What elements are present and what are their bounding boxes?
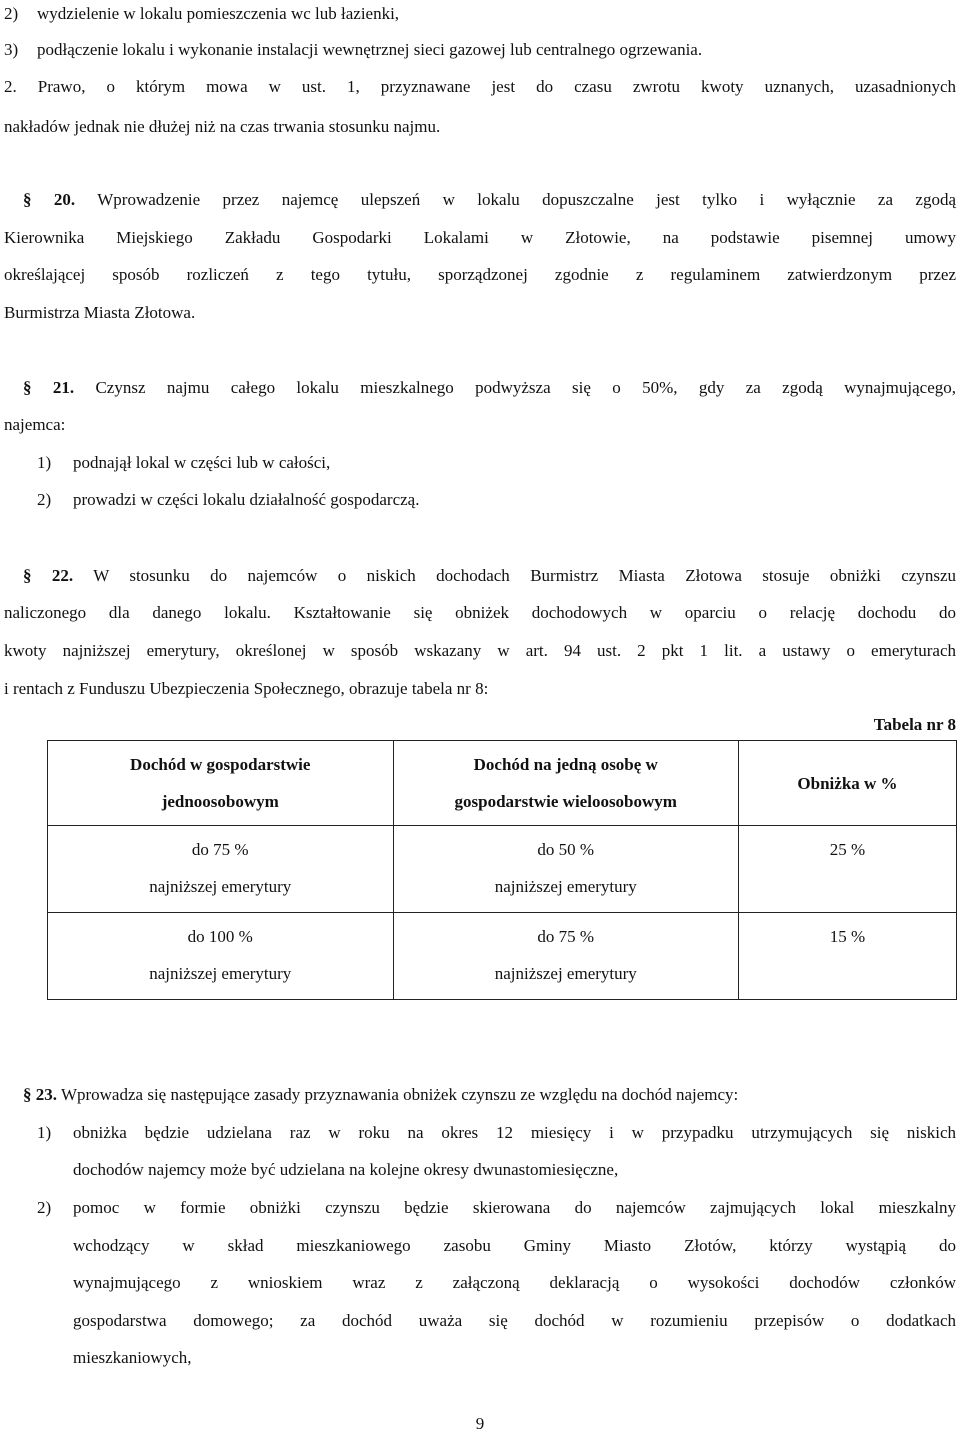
table-row xyxy=(48,826,957,913)
list-item-text: podłączenie lokalu i wykonanie instalacji wewnętrznej sieci gazowej lub centralnego ogrzewania. xyxy=(37,40,703,59)
table-cell: 25 % xyxy=(738,826,956,913)
table-header-cell: Dochód na jedną osobę w gospodarstwie wieloosobowym xyxy=(393,741,738,826)
section-22-line-1: § 22. W stosunku do najemców o niskich dochodach Burmistrz Miasta Złotowa stosuje obniżki czynszu xyxy=(23,566,956,585)
section-20-line-3: określającej sposób rozliczeń z tego tytułu, sporządzonej zgodnie z regulaminem zatwierdzonym przez xyxy=(4,265,956,284)
section-20-line-2: Kierownika Miejskiego Zakładu Gospodarki Lokalami w Złotowie, na podstawie pisemnej umowy xyxy=(4,228,956,247)
section-22-line-4: i rentach z Funduszu Ubezpieczenia Społecznego, obrazuje tabela nr 8: xyxy=(4,679,489,698)
list-number: 2) xyxy=(4,4,19,23)
table-caption: Tabela nr 8 xyxy=(873,715,956,734)
list-number: 3) xyxy=(4,40,19,59)
paragraph-line: nakładów jednak nie dłużej niż na czas trwania stosunku najmu. xyxy=(4,117,441,136)
table-cell: do 75 % najniższej emerytury xyxy=(48,826,394,913)
income-reduction-table xyxy=(47,740,957,1000)
page-number: 9 xyxy=(475,1414,485,1433)
list-number: 2) xyxy=(37,1198,52,1217)
list-item-line: pomoc w formie obniżki czynszu będzie skierowana do najemców zajmujących lokal mieszkalny xyxy=(73,1198,956,1217)
list-number: 2) xyxy=(37,490,52,509)
table-header-cell: Obniżka w % xyxy=(738,741,956,826)
section-21-line-2: najemca: xyxy=(4,415,66,434)
list-item-line: dochodów najemcy może być udzielana na kolejne okresy dwunastomiesięczne, xyxy=(73,1160,619,1179)
section-21-label: § 21. xyxy=(23,378,75,397)
section-20-line-1: § 20. Wprowadzenie przez najemcę ulepszeń w lokalu dopuszczalne jest tylko i wyłącznie za zgodą xyxy=(23,190,956,209)
list-item-line: gospodarstwa domowego; za dochód uważa się dochód w rozumieniu przepisów o dodatkach xyxy=(73,1311,956,1330)
section-20-line-4: Burmistrza Miasta Złotowa. xyxy=(4,303,196,322)
section-22-label: § 22. xyxy=(23,566,74,585)
table-cell: do 100 % najniższej emerytury xyxy=(48,913,394,1000)
list-item-line: wchodzący w skład mieszkaniowego zasobu Gminy Miasto Złotów, którzy wystąpią do xyxy=(73,1236,956,1255)
table-cell: 15 % xyxy=(738,913,956,1000)
section-23-line-1: § 23. Wprowadza się następujące zasady przyznawania obniżek czynszu ze względu na dochód najemcy: xyxy=(23,1085,739,1104)
table-header-row xyxy=(48,741,957,826)
list-item-text: prowadzi w części lokalu działalność gospodarczą. xyxy=(73,490,420,509)
table-cell: do 50 % najniższej emerytury xyxy=(393,826,738,913)
section-22-line-3: kwoty najniższej emerytury, określonej w sposób wskazany w art. 94 ust. 2 pkt 1 lit. a ustawy o emeryturach xyxy=(4,641,956,660)
section-22-line-2: naliczonego dla danego lokalu. Kształtowanie się obniżek dochodowych w oparciu o relację dochodu do xyxy=(4,603,956,622)
list-number: 1) xyxy=(37,453,52,472)
table-cell: do 75 % najniższej emerytury xyxy=(393,913,738,1000)
list-item-text: podnajął lokal w części lub w całości, xyxy=(73,453,331,472)
list-item-line: mieszkaniowych, xyxy=(73,1348,192,1367)
section-21-line-1: § 21. Czynsz najmu całego lokalu mieszkalnego podwyższa się o 50%, gdy za zgodą wynajmującego, xyxy=(23,378,956,397)
section-20-label: § 20. xyxy=(23,190,76,209)
list-item-text: wydzielenie w lokalu pomieszczenia wc lub łazienki, xyxy=(37,4,400,23)
table-header-cell: Dochód w gospodarstwie jednoosobowym xyxy=(48,741,394,826)
section-23-label: § 23. xyxy=(23,1085,57,1104)
table-row xyxy=(48,913,957,1000)
list-item-line: wynajmującego z wnioskiem wraz z załączoną deklaracją o wysokości dochodów członków xyxy=(73,1273,956,1292)
list-item-line: obniżka będzie udzielana raz w roku na okres 12 miesięcy i w przypadku utrzymujących się niskich xyxy=(73,1123,956,1142)
paragraph-line: 2. Prawo, o którym mowa w ust. 1, przyznawane jest do czasu zwrotu kwoty uznanych, uzasadnionych xyxy=(4,77,956,96)
list-number: 1) xyxy=(37,1123,52,1142)
